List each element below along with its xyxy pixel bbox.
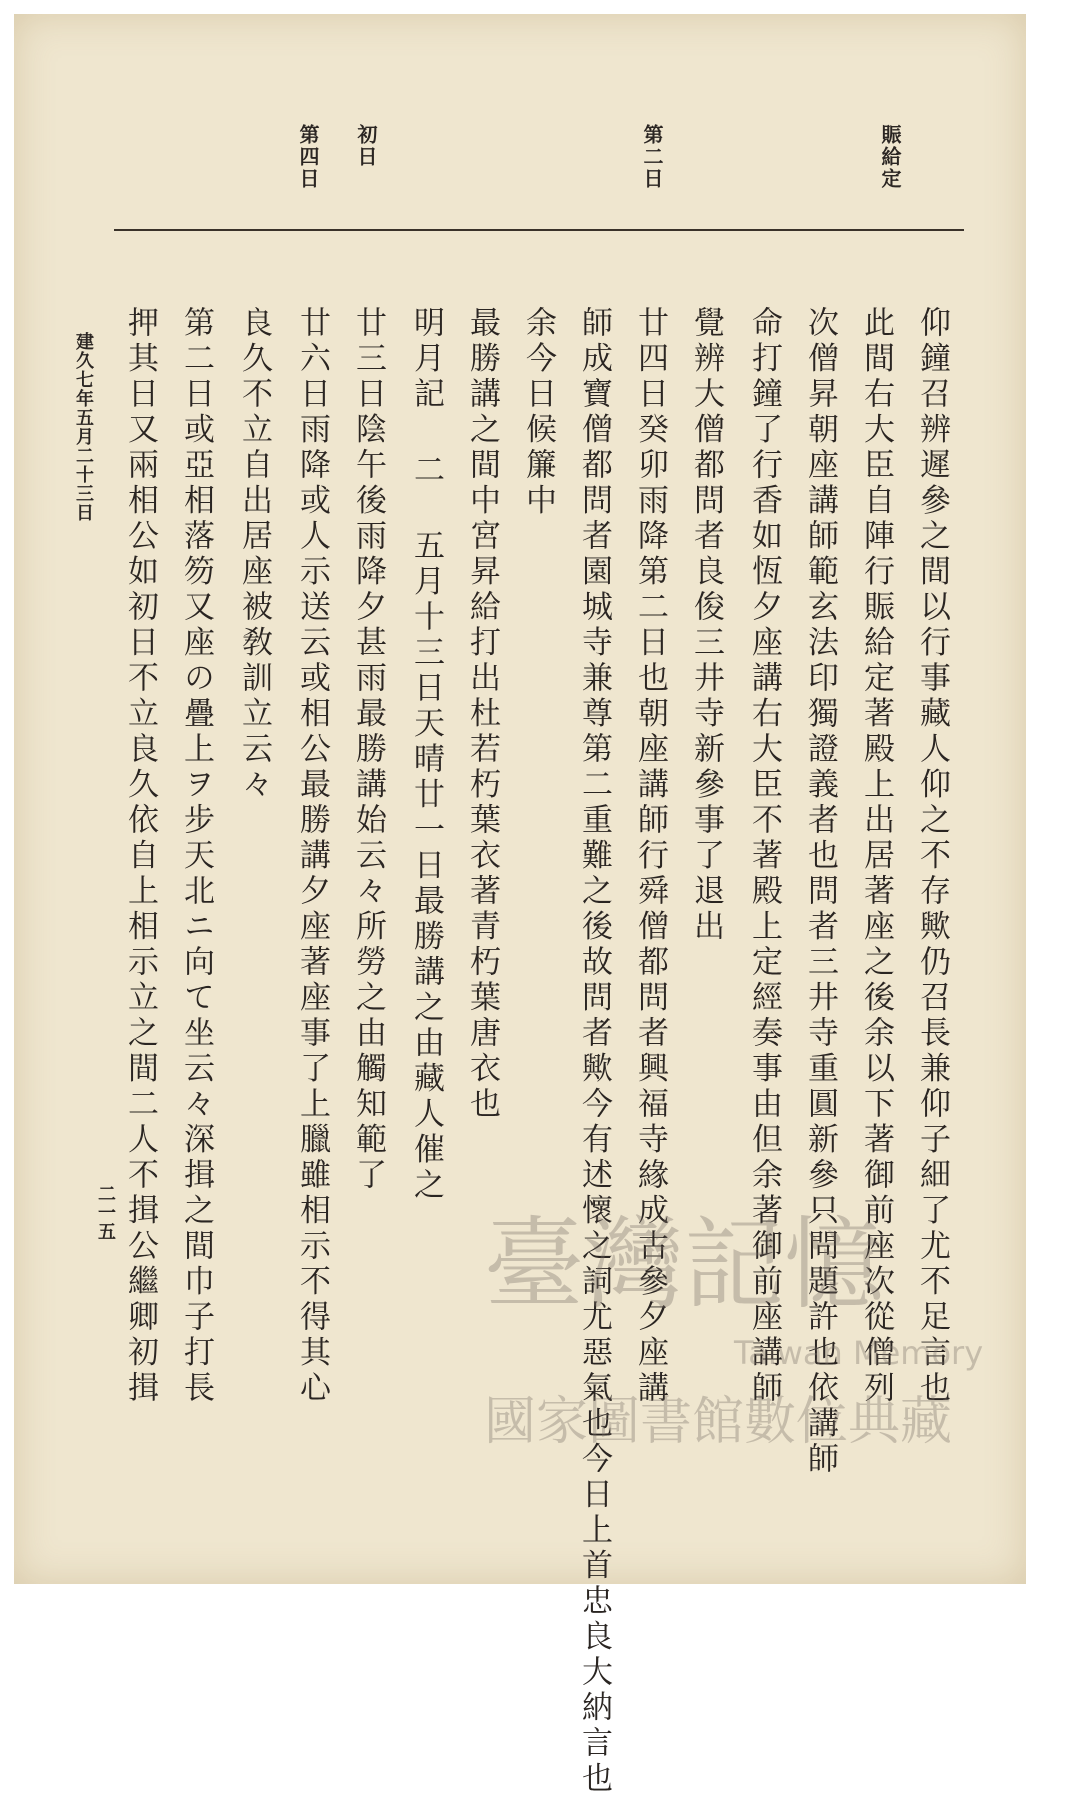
text-column-8: 余今日候簾中 — [520, 306, 556, 519]
head-note-1: 賑給定 — [878, 124, 902, 190]
text-column-12: 廿六日雨降或人示送云或相公最勝講夕座著座事了上臘雖相示不得其心 — [294, 306, 330, 1407]
head-note-3: 初日 — [354, 124, 378, 168]
text-column-15: 押其日又兩相公如初日不立良久依自上相示立之間二人不揖公繼卿初揖 — [122, 306, 158, 1407]
text-column-10: 明月記 二 五月十三日天晴廿一日最勝講之由藏人催之 — [408, 306, 444, 1204]
text-column-13: 良久不立自出居座被敎訓立云々 — [236, 306, 272, 803]
watermark-latin: Taiwan Memory — [734, 1334, 984, 1372]
book-page — [14, 14, 1026, 1797]
head-note-4: 第四日 — [296, 124, 320, 190]
head-note-2: 第二日 — [640, 124, 664, 190]
footer-date: 建久七年五月二十三日 — [73, 332, 94, 522]
text-column-6: 廿四日癸卯雨降第二日也朝座講師行舜僧都問者興福寺緣成古參夕座講 — [632, 306, 668, 1407]
text-column-1: 仰鐘召辨遲參之間以行事藏人仰之不存歟仍召長兼仰子細了尤不足言也 — [914, 306, 950, 1407]
text-column-11: 廿三日陰午後雨降夕甚雨最勝講始云々所勞之由觸知範了 — [350, 306, 386, 1194]
text-column-2: 此間右大臣自陣行賑給定著殿上出居著座之後余以下著御前座次從僧列 — [858, 306, 894, 1407]
watermark-logo: 臺灣記憶 — [484, 1206, 884, 1323]
watermark-institution: 國家圖書館數位典藏 — [484, 1392, 953, 1452]
text-column-3: 次僧昇朝座講師範玄法印獨證義者也問者三井寺重圓新參只問題許也依講師 — [802, 306, 838, 1478]
text-column-4: 命打鐘了行香如恆夕座講右大臣不著殿上定經奏事由但余著御前座講師 — [746, 306, 782, 1407]
text-column-14: 第二日或亞相落笏又座の疊上ヲ步天北ニ向て坐云々深揖之間巾子打長 — [178, 306, 214, 1407]
text-column-7: 師成寶僧都問者園城寺兼尊第二重難之後故問者歟今有述懷之詞尤惡氣也今日上首忠良大納言也 — [576, 306, 612, 1797]
header-rule — [114, 229, 964, 231]
text-column-5: 覺辨大僧都問者良俊三井寺新參事了退出 — [688, 306, 724, 945]
page-number: 二一五 — [95, 1184, 116, 1241]
text-column-9: 最勝講之間中宮昇給打出杜若朽葉衣著青朽葉唐衣也 — [464, 306, 500, 1123]
